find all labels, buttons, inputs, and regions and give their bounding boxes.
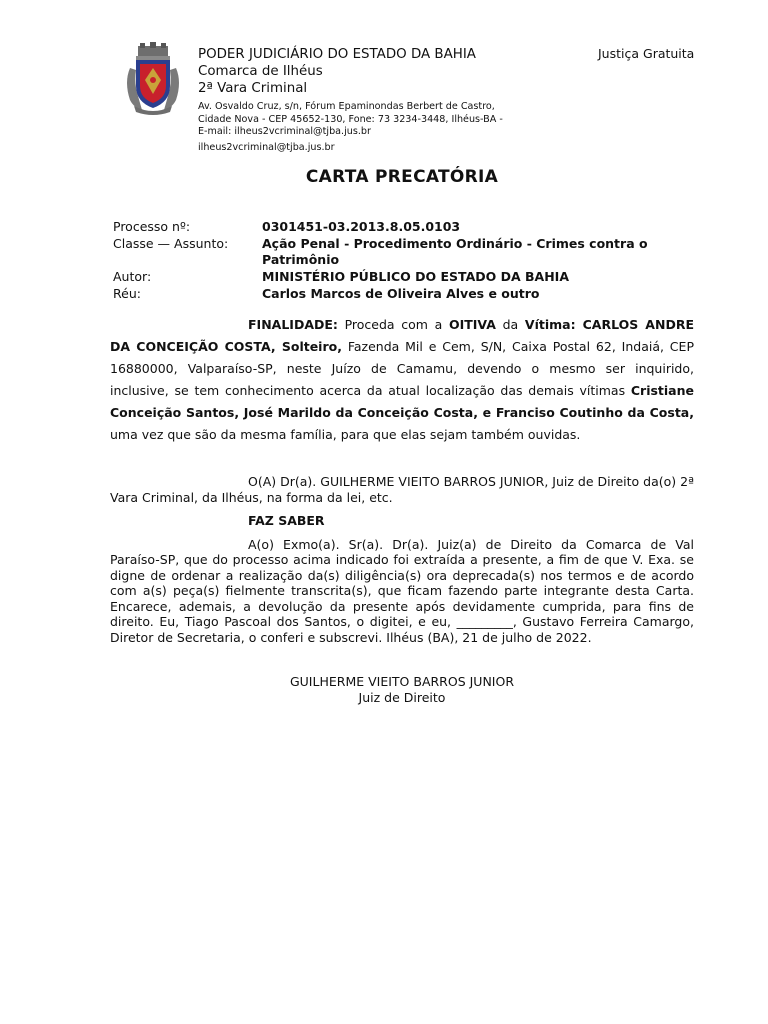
intro-paragraph: [110, 474, 694, 505]
bahia-coat-of-arms-icon: [124, 42, 182, 116]
demais-vitimas-text: Cristiane Conceição Santos, José Marildo da Conceição Costa, e Franciso Coutinho da Costa,: [110, 383, 694, 420]
finalidade-paragraph: [110, 314, 694, 446]
judge-name: GUILHERME VIEITO BARROS JUNIOR: [289, 674, 515, 689]
body-paragraph: [110, 537, 694, 646]
address-line-1: Av. Osvaldo Cruz, s/n, Fórum Epaminondas Berbert de Castro,: [198, 101, 495, 112]
meta-label: Réu:: [113, 286, 141, 301]
body-text: A(o) Exmo(a). Sr(a). Dr(a). Juiz(a) de Direito da Comarca de Val Paraíso-SP, que do processo acima indicado foi extraída a presente, a fim de que V. Exa. se digne de ordenar a realização da(s) diligência(s) ora deprecada(s) nos termos e de acordo com a(s) peça(s) fielmente transcrita(s), que ficam fazendo parte integrante desta Carta. Encarece, ademais, a devolução da presente após devidamente cumprida, para fins de direito. Eu, Tiago Pascoal dos Santos, o digitei, e eu, _________, Gustavo Ferreira Camargo, Diretor de Secretaria, o conferi e subscrevi. Ilhéus (BA), 21 de julho de 2022.: [110, 536, 694, 645]
vitima-text: Vítima: CARLOS ANDRE DA CONCEIÇÃO COSTA, Solteiro,: [110, 317, 694, 354]
finalidade-text-3: Fazenda Mil e Cem, S/N, Caixa Postal 62, Indaiá, CEP 16880000, Valparaíso-SP, neste Juízo de Camamu, devendo o mesmo ser inquirido, inclusive, se tem conhecimento acerca da atual localização das demais vítimas: [110, 339, 694, 398]
meta-row-autor: [113, 269, 698, 285]
oitiva-text: OITIVA: [448, 317, 496, 332]
finalidade-label: FINALIDADE:: [248, 317, 338, 332]
court-email: ilheus2vcriminal@tjba.jus.br: [198, 141, 335, 153]
address-line-3: E-mail: ilheus2vcriminal@tjba.jus.br: [198, 126, 371, 138]
court-address: [198, 101, 578, 139]
finalidade-text-4: uma vez que são da mesma família, para que elas sejam também ouvidas.: [110, 427, 581, 442]
meta-value: 0301451-03.2013.8.05.0103: [262, 219, 461, 234]
intro-text: O(A) Dr(a). GUILHERME VIEITO BARROS JUNIOR, Juiz de Direito da(o) 2ª Vara Criminal, da Ilhéus, na forma da lei, etc.: [110, 474, 694, 505]
judge-role: Juiz de Direito: [358, 690, 446, 705]
meta-label: Processo nº:: [113, 219, 191, 234]
meta-value: MINISTÉRIO PÚBLICO DO ESTADO DA BAHIA: [262, 269, 570, 284]
meta-row-reu: [113, 286, 698, 302]
finalidade-text-2: da: [495, 317, 525, 332]
meta-label: Autor:: [113, 269, 152, 284]
address-line-2: Cidade Nova - CEP 45652-130, Fone: 73 3234-3448, Ilhéus-BA -: [198, 113, 503, 125]
finalidade-text-1: Proceda com a: [337, 317, 449, 332]
comarca-name: Comarca de Ilhéus: [198, 64, 323, 79]
faz-saber-heading: [110, 513, 694, 529]
vara-name: 2ª Vara Criminal: [198, 81, 308, 96]
court-header: [198, 46, 578, 154]
meta-value: Carlos Marcos de Oliveira Alves e outro: [262, 286, 540, 301]
justica-gratuita-label: Justiça Gratuita: [598, 46, 695, 61]
document-title: CARTA PRECATÓRIA: [305, 167, 499, 187]
faz-saber-text: FAZ SABER: [248, 513, 325, 528]
meta-value: Ação Penal - Procedimento Ordinário - Crimes contra o Patrimônio: [262, 236, 648, 267]
meta-row-processo: [113, 219, 698, 235]
carta-body: [110, 474, 694, 645]
meta-label: Classe — Assunto:: [113, 236, 229, 251]
signature-block: [0, 674, 768, 706]
meta-row-classe: [113, 236, 698, 268]
court-name: PODER JUDICIÁRIO DO ESTADO DA BAHIA: [198, 47, 476, 62]
process-metadata: [113, 219, 698, 303]
